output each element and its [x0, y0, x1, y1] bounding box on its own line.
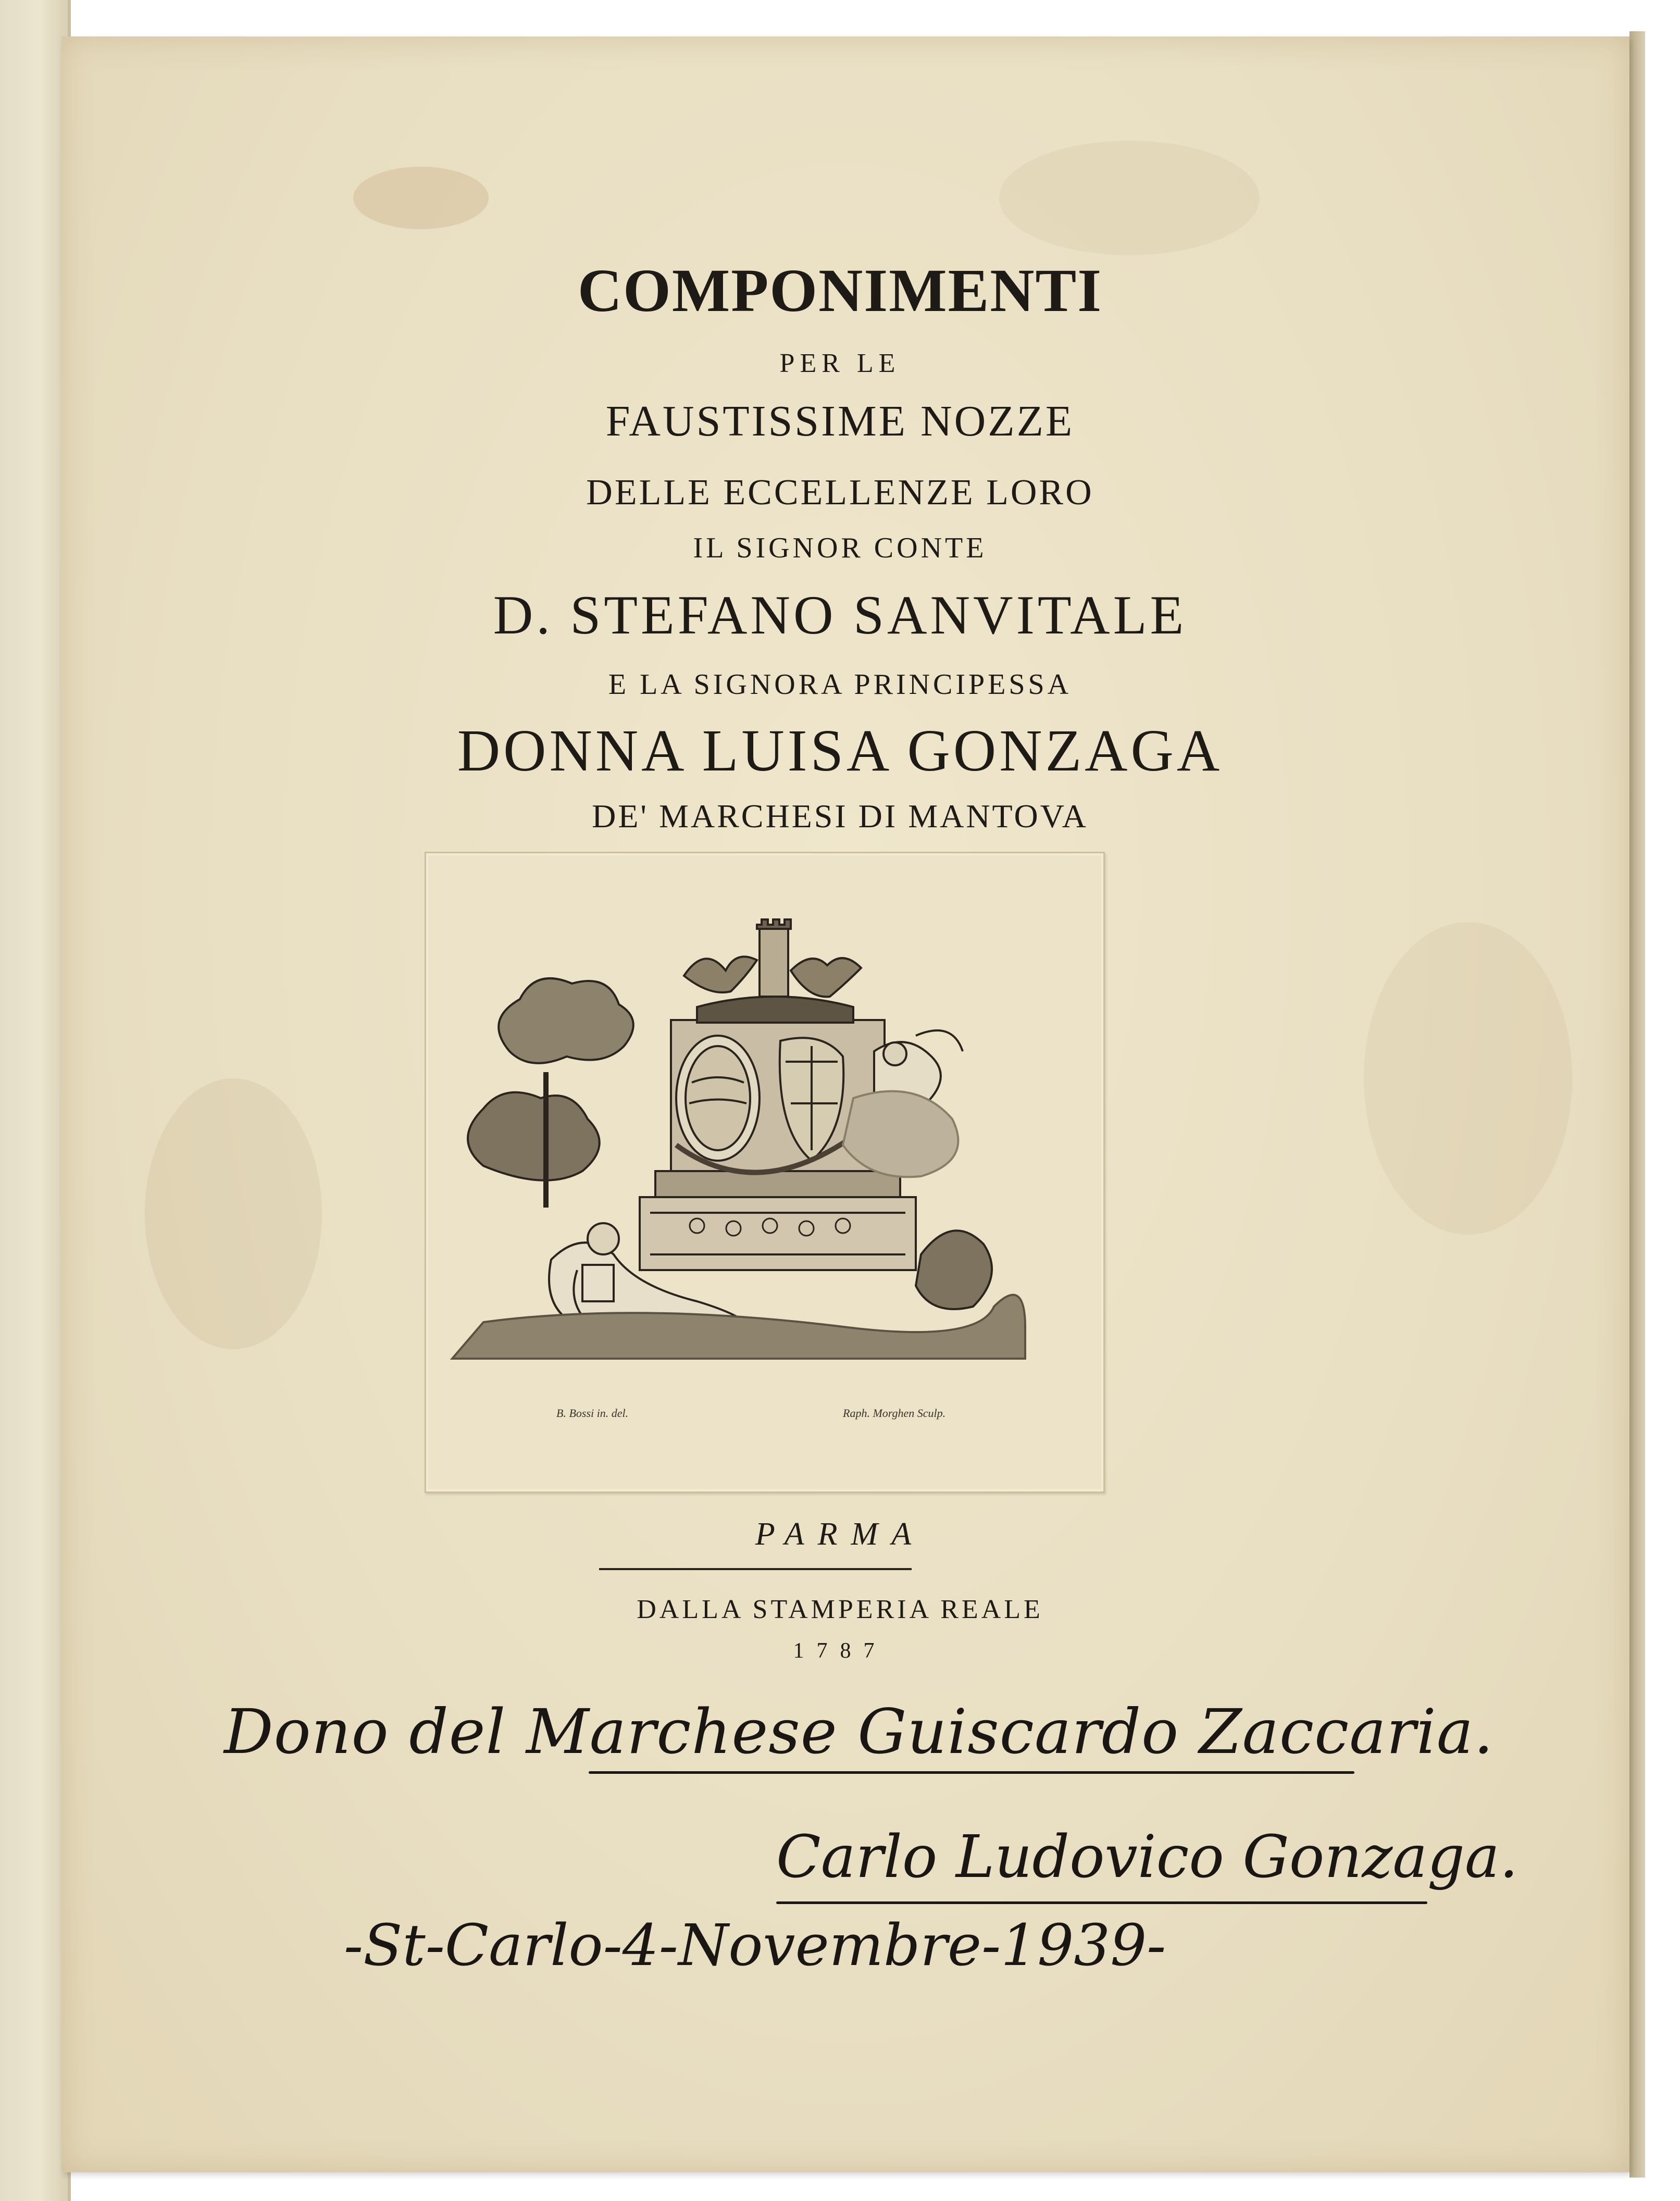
title-line-signor-conte: IL SIGNOR CONTE: [693, 532, 987, 564]
title-line-faustissime: FAUSTISSIME NOZZE: [605, 397, 1075, 445]
handwritten-signature: Carlo Ludovico Gonzaga.: [776, 1823, 1519, 1891]
vignette-illustration: [426, 853, 1103, 1491]
engraved-vignette: [425, 852, 1105, 1493]
handwritten-dedication: Dono del Marchese Guiscardo Zaccaria.: [224, 1696, 1494, 1768]
title-line-per-le: PER LE: [779, 349, 901, 378]
book-title: COMPONIMENTI: [577, 256, 1103, 325]
imprint-year: 1787: [793, 1639, 887, 1663]
title-line-eccellenze: DELLE ECCELLENZE LORO: [586, 472, 1094, 513]
title-line-principessa: E LA SIGNORA PRINCIPESSA: [608, 668, 1072, 701]
handwritten-place-date: -St-Carlo-4-Novembre-1939-: [344, 1912, 1166, 1979]
bride-name: DONNA LUISA GONZAGA: [457, 717, 1223, 784]
groom-name: D. STEFANO SANVITALE: [493, 585, 1187, 645]
signature-underline: [776, 1901, 1427, 1904]
adjacent-page-edge: [0, 0, 71, 2201]
engraving-credit-engraver: Raph. Morghen Sculp.: [843, 1407, 946, 1420]
imprint-place: PARMA: [755, 1516, 925, 1552]
engraving-credit-designer: B. Bossi in. del.: [556, 1407, 629, 1420]
dedication-underline: [589, 1771, 1354, 1774]
title-line-marchesi: DE' MARCHESI DI MANTOVA: [592, 798, 1088, 835]
imprint-printer: DALLA STAMPERIA REALE: [637, 1595, 1043, 1624]
imprint-divider: [599, 1568, 912, 1570]
